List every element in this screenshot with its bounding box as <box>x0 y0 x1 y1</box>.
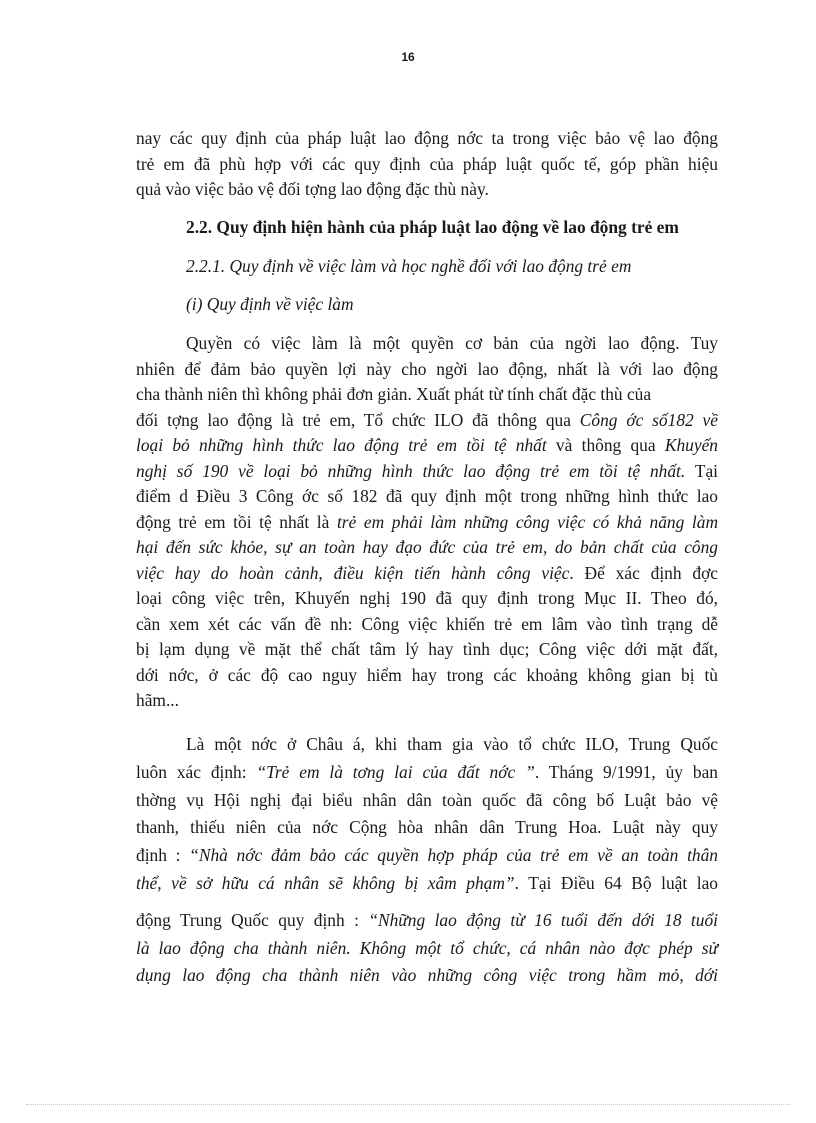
text-line <box>136 687 718 713</box>
text-line <box>186 330 718 356</box>
body-text: luôn xác định: <box>136 762 257 782</box>
italic-text: hại đến sức khỏe, sự an toàn hay đạo đức của trẻ em, do bản chất của công <box>136 537 718 557</box>
text-line <box>136 509 718 535</box>
body-text: loại công việc trên, Khuyến nghị 190 đã quy định trong Mục II. Theo đó, <box>136 588 718 608</box>
body-text: dới nớc, ở các độ cao nguy hiểm hay trong các khoảng không gian bị tù <box>136 665 718 685</box>
italic-text: 2.2.1. Quy định về việc làm và học nghề đối với lao động trẻ em <box>186 256 632 276</box>
text-line <box>136 907 718 933</box>
text-line <box>136 432 718 458</box>
body-text: Tại <box>685 461 718 481</box>
text-line <box>136 662 718 688</box>
body-text: nhiên để đảm bảo quyền lợi này cho ngời lao động, nhất là với lao động <box>136 359 718 379</box>
text-line <box>136 125 718 151</box>
text-line <box>136 151 718 177</box>
page-bottom-divider <box>26 1104 790 1105</box>
body-text: Quyền có việc làm là một quyền cơ bản của ngời lao động. Tuy <box>186 333 718 353</box>
body-text: trẻ em đã phù hợp với các quy định của pháp luật quốc tế, góp phần hiệu <box>136 154 718 174</box>
text-line <box>136 814 718 840</box>
body-text: bị lạm dụng về mặt thể chất tâm lý hay tình dục; Công việc dới mặt đất, <box>136 639 718 659</box>
italic-text: “Trẻ em là tơng lai của đất nớc ” <box>256 762 535 782</box>
text-line <box>136 458 718 484</box>
text-line <box>136 935 718 961</box>
text-line <box>136 787 718 813</box>
text-line <box>136 585 718 611</box>
body-text: hãm... <box>136 690 179 710</box>
text-line <box>136 611 718 637</box>
text-line <box>136 560 718 586</box>
body-text: đối tợng lao động là trẻ em, Tổ chức ILO đã thông qua <box>136 410 580 430</box>
text-line <box>186 214 718 240</box>
italic-text: “Nhà nớc đảm bảo các quyền hợp pháp của trẻ em về an toàn thân <box>189 845 718 865</box>
italic-text: “Những lao động từ 16 tuổi đến dới 18 tuổi <box>368 910 718 930</box>
italic-text: thể, về sở hữu cá nhân sẽ không bị xâm phạm” <box>136 873 515 893</box>
body-text: cần xem xét các vấn đề nh: Công việc khiến trẻ em lâm vào tình trạng dễ <box>136 614 718 634</box>
text-line <box>136 407 718 433</box>
text-line <box>136 176 718 202</box>
text-line <box>136 759 718 785</box>
italic-text: nghị số 190 về loại bỏ những hình thức lao động trẻ em tồi tệ nhất. <box>136 461 686 481</box>
body-text: . Tháng 9/1991, ủy ban <box>534 762 718 782</box>
text-line <box>136 381 718 407</box>
text-line <box>136 483 718 509</box>
body-text: điểm d Điều 3 Công ớc số 182 đã quy định một trong những hình thức lao <box>136 486 718 506</box>
italic-text: loại bỏ những hình thức lao động trẻ em tồi tệ nhất <box>136 435 547 455</box>
text-line <box>186 291 718 317</box>
body-text: cha thành niên thì không phải đơn giản. Xuất phát từ tính chất đặc thù của <box>136 384 652 404</box>
italic-text: (i) Quy định về việc làm <box>186 294 354 314</box>
body-text: động Trung Quốc quy định : <box>136 910 369 930</box>
body-text: thanh, thiếu niên của nớc Cộng hòa nhân dân Trung Hoa. Luật này quy <box>136 817 718 837</box>
page-number: 16 <box>401 50 415 64</box>
italic-text: Công ớc số182 về <box>579 410 718 430</box>
body-text: và thông qua <box>546 435 665 455</box>
body-text: . Tại Điều 64 Bộ luật lao <box>514 873 718 893</box>
text-line <box>136 962 718 988</box>
text-line <box>186 731 718 757</box>
italic-text: trẻ em phải làm những công việc có khả năng làm <box>336 512 719 532</box>
section-heading-text: 2.2. Quy định hiện hành của pháp luật lao động về lao động trẻ em <box>186 217 679 237</box>
italic-text: dụng lao động cha thành niên vào những công việc trong hầm mỏ, dới <box>136 965 718 985</box>
body-text: . Để xác định đợc <box>569 563 718 583</box>
body-text: định : <box>136 845 190 865</box>
text-line <box>136 636 718 662</box>
italic-text: việc hay do hoàn cảnh, điều kiện tiến hành công việc <box>136 563 570 583</box>
body-text: thờng vụ Hội nghị đại biểu nhân dân toàn quốc đã công bố Luật bảo vệ <box>136 790 718 810</box>
italic-text: là lao động cha thành niên. Không một tổ chức, cá nhân nào đợc phép sử <box>136 938 718 958</box>
body-text: nay các quy định của pháp luật lao động nớc ta trong việc bảo vệ lao động <box>136 128 718 148</box>
body-text: động trẻ em tồi tệ nhất là <box>136 512 337 532</box>
italic-text: Khuyến <box>664 435 718 455</box>
body-text: Là một nớc ở Châu á, khi tham gia vào tổ chức ILO, Trung Quốc <box>186 734 718 754</box>
text-line <box>136 870 718 896</box>
text-line <box>186 253 718 279</box>
text-line <box>136 842 718 868</box>
text-line <box>136 356 718 382</box>
text-line <box>136 534 718 560</box>
body-text: quả vào việc bảo vệ đối tợng lao động đặc thù này. <box>136 179 489 199</box>
